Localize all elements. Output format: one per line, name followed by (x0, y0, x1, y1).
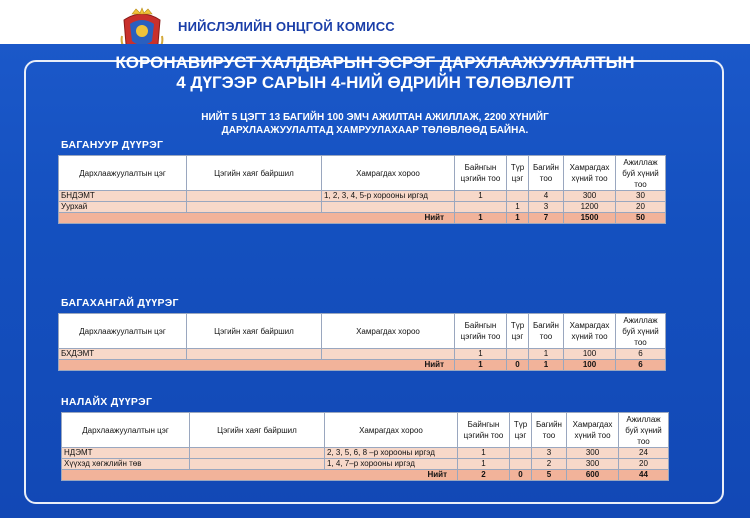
table-cell: 1, 2, 3, 4, 5-р хорооны иргэд (322, 191, 455, 202)
table-cell: НДЭМТ (62, 448, 190, 459)
total-cell: 50 (616, 213, 666, 224)
table-cell: 1 (458, 448, 510, 459)
total-cell: 100 (564, 360, 616, 371)
table-row (62, 448, 669, 459)
column-header: Хамрагдах хороо (322, 156, 455, 191)
total-cell: 1500 (564, 213, 616, 224)
main-title-line-2: 4 ДҮГЭЭР САРЫН 4-НИЙ ӨДРИЙН ТӨЛӨВЛӨЛТ (176, 73, 574, 92)
total-label: Нийт (62, 470, 458, 481)
column-header: Ажиллаж буй хүний тоо (616, 156, 666, 191)
column-header: Ажиллаж буй хүний тоо (616, 314, 666, 349)
column-header: Багийн тоо (529, 156, 564, 191)
table-cell (507, 349, 529, 360)
table-cell: 1 (455, 349, 507, 360)
total-cell: 1 (529, 360, 564, 371)
column-header: Байнгын цэгийн тоо (455, 314, 507, 349)
column-header: Түр цэг (507, 156, 529, 191)
district-label-nalaikh: НАЛАЙХ ДҮҮРЭГ (61, 396, 153, 408)
table-cell (187, 202, 322, 213)
table-cell: 1 (455, 191, 507, 202)
org-title: НИЙСЛЭЛИЙН ОНЦГОЙ КОМИСС (178, 19, 395, 34)
column-header: Түр цэг (510, 413, 532, 448)
table-cell (322, 349, 455, 360)
table-cell: 1, 4, 7–р хорооны иргэд (325, 459, 458, 470)
table-cell (190, 459, 325, 470)
table-header-row (59, 156, 666, 191)
table-cell: Уурхай (59, 202, 187, 213)
table-row (59, 202, 666, 213)
column-header: Түр цэг (507, 314, 529, 349)
total-cell: 1 (507, 213, 529, 224)
column-header: Дархлаажуулалтын цэг (62, 413, 190, 448)
table-cell (322, 202, 455, 213)
table-row (59, 191, 666, 202)
column-header: Цэгийн хаяг байршил (187, 156, 322, 191)
table-cell: 3 (529, 202, 564, 213)
column-header: Ажиллаж буй хүний тоо (619, 413, 669, 448)
table-cell: 300 (564, 191, 616, 202)
total-cell: 1 (455, 360, 507, 371)
table-cell: 300 (567, 459, 619, 470)
column-header: Хамрагдах хүний тоо (564, 314, 616, 349)
column-header: Дархлаажуулалтын цэг (59, 314, 187, 349)
total-cell: 7 (529, 213, 564, 224)
total-cell: 0 (507, 360, 529, 371)
table-row (59, 349, 666, 360)
table-cell: 1 (458, 459, 510, 470)
table-cell (455, 202, 507, 213)
table-cell (190, 448, 325, 459)
table-header-row (59, 314, 666, 349)
table-cell: 2 (532, 459, 567, 470)
column-header: Багийн тоо (529, 314, 564, 349)
column-header: Байнгын цэгийн тоо (458, 413, 510, 448)
table-cell (507, 191, 529, 202)
main-title-line-1: КОРОНАВИРУСТ ХАЛДВАРЫН ЭСРЭГ ДАРХЛААЖУУЛАЛТЫН (115, 53, 635, 72)
subtitle-line-1: НИЙТ 5 ЦЭГТ 13 БАГИЙН 100 ЭМЧ АЖИЛТАН АЖИЛЛАЖ, 2200 ХҮНИЙГ (201, 112, 549, 123)
total-row (59, 213, 666, 224)
table-cell: 2, 3, 5, 6, 8 –р хорооны иргэд (325, 448, 458, 459)
plan-table-bagakhangai (58, 313, 666, 371)
table-cell: 300 (567, 448, 619, 459)
total-cell: 6 (616, 360, 666, 371)
total-row (62, 470, 669, 481)
total-label: Нийт (59, 360, 455, 371)
total-cell: 5 (532, 470, 567, 481)
table-cell: 20 (619, 459, 669, 470)
total-label: Нийт (59, 213, 455, 224)
table-cell: 4 (529, 191, 564, 202)
top-header-bar (0, 0, 750, 46)
table-cell: 1200 (564, 202, 616, 213)
table-cell: 20 (616, 202, 666, 213)
subtitle-line-2: ДАРХЛААЖУУЛАЛТАД ХАМРУУЛАХААР ТӨЛӨВЛӨӨД БАЙНА. (221, 125, 529, 136)
table-cell (187, 349, 322, 360)
table-cell: 100 (564, 349, 616, 360)
table-cell: 3 (532, 448, 567, 459)
column-header: Байнгын цэгийн тоо (455, 156, 507, 191)
column-header: Цэгийн хаяг байршил (190, 413, 325, 448)
table-cell: 24 (619, 448, 669, 459)
plan-table-nalaikh (61, 412, 669, 481)
table-cell: 6 (616, 349, 666, 360)
plan-table-baganuur (58, 155, 666, 224)
table-cell: 1 (529, 349, 564, 360)
district-label-bagakhangai: БАГАХАНГАЙ ДҮҮРЭГ (61, 297, 179, 309)
column-header: Хамрагдах хороо (325, 413, 458, 448)
column-header: Дархлаажуулалтын цэг (59, 156, 187, 191)
total-row (59, 360, 666, 371)
column-header: Хамрагдах хороо (322, 314, 455, 349)
table-row (62, 459, 669, 470)
total-cell: 2 (458, 470, 510, 481)
total-cell: 600 (567, 470, 619, 481)
table-cell: Хүүхэд хөгжлийн төв (62, 459, 190, 470)
column-header: Хамрагдах хүний тоо (564, 156, 616, 191)
total-cell: 44 (619, 470, 669, 481)
table-cell: 1 (507, 202, 529, 213)
total-cell: 0 (510, 470, 532, 481)
table-cell (187, 191, 322, 202)
table-cell (510, 459, 532, 470)
table-cell (510, 448, 532, 459)
column-header: Багийн тоо (532, 413, 567, 448)
table-cell: БНДЭМТ (59, 191, 187, 202)
district-label-baganuur: БАГАНУУР ДҮҮРЭГ (61, 139, 164, 151)
column-header: Цэгийн хаяг байршил (187, 314, 322, 349)
table-cell: БХДЭМТ (59, 349, 187, 360)
column-header: Хамрагдах хүний тоо (567, 413, 619, 448)
table-header-row (62, 413, 669, 448)
total-cell: 1 (455, 213, 507, 224)
table-cell: 30 (616, 191, 666, 202)
